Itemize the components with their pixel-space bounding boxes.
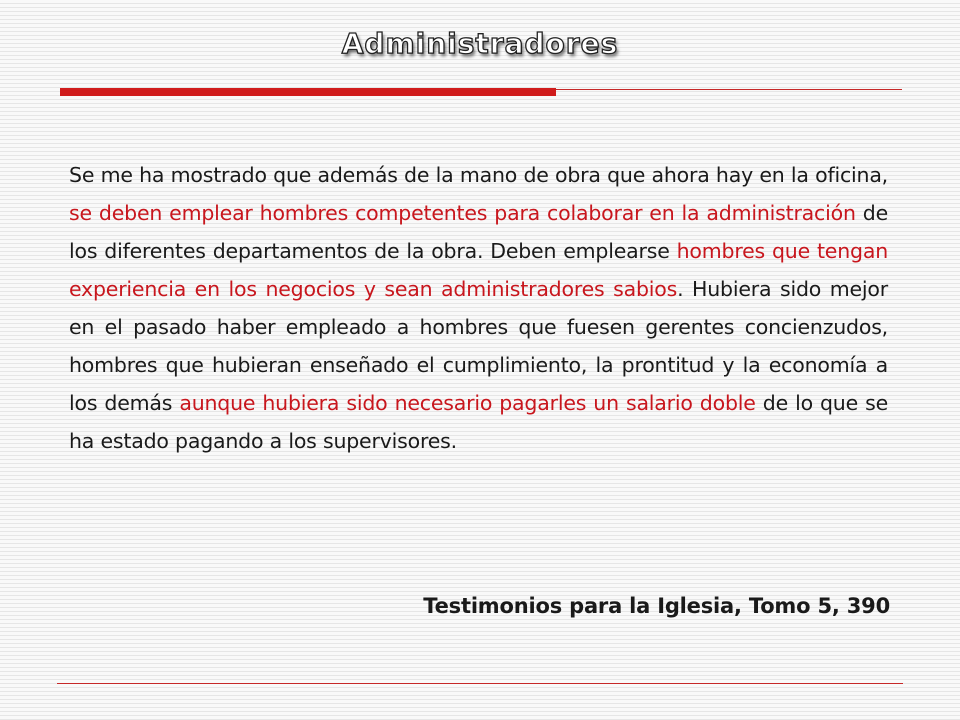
- title-accent-bar: [60, 88, 556, 96]
- quote-segment: Se me ha mostrado que además de la mano de obra que ahora hay en la oficina,: [69, 163, 888, 187]
- quote-highlight: se deben emplear hombres competentes para colaborar en la administración: [69, 201, 856, 225]
- quote-body: [69, 156, 888, 460]
- slide-title: Administradores: [341, 27, 619, 60]
- quote-source: Testimonios para la Iglesia, Tomo 5, 390: [423, 594, 890, 618]
- footer-rule: [57, 683, 903, 684]
- quote-segment: de lo que se ha estado pagando a los supervisores.: [69, 391, 888, 453]
- quote-segment: de los diferentes departamentos de la obra. Deben emplearse: [69, 201, 888, 263]
- quote-highlight: aunque hubiera sido necesario pagarles un salario doble: [179, 391, 756, 415]
- quote-segment: . Hubiera sido mejor en el pasado haber empleado a hombres que fuesen gerentes concienzudos, hombres que hubieran enseñado el cumplimiento, la prontitud y la economía a los demás: [69, 277, 888, 415]
- quote-highlight: hombres que tengan experiencia en los negocios y sean administradores sabios: [69, 239, 888, 301]
